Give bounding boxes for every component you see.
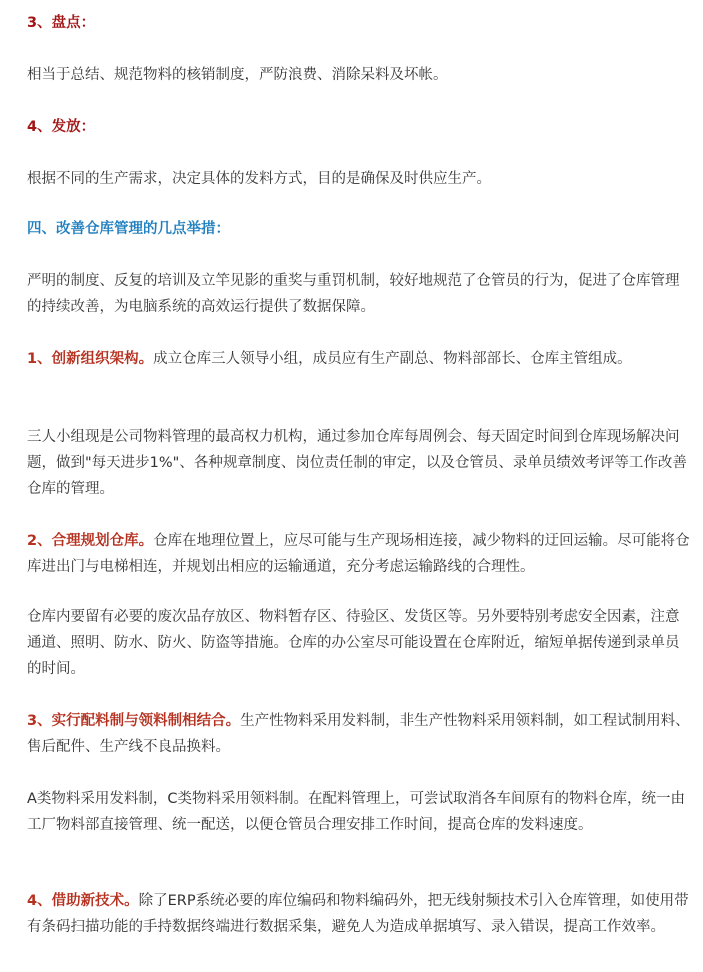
measure-2-paragraph xyxy=(27,528,693,580)
measure-3-detail: A类物料采用发料制，C类物料采用领料制。在配料管理上，可尝试取消各车间原有的物料仓库，统一由工厂物料部直接管理、统一配送，以便仓管员合理安排工作时间，提高仓库的发料速度。 xyxy=(27,791,686,833)
measure-3-paragraph xyxy=(27,708,693,760)
paragraph-intro: 严明的制度、反复的培训及立竿见影的重奖与重罚机制，较好地规范了仓管员的行为，促进了仓库管理的持续改善，为电脑系统的高效运行提供了数据保障。 xyxy=(27,273,680,315)
section-heading-improvements: 四、改善仓库管理的几点举措： xyxy=(27,221,230,237)
paragraph-material-issue: 根据不同的生产需求，决定具体的发料方式，目的是确保及时供应生产。 xyxy=(27,171,491,187)
measure-2-lead: 2、合理规划仓库。 xyxy=(27,533,154,549)
heading-material-issue: 4、发放： xyxy=(27,119,96,135)
measure-3-text: 生产性物料采用发料制，非生产性物料采用领料制，如工程试制用料、售后配件、生产线不良品换料。 xyxy=(27,713,690,755)
measure-3-lead: 3、实行配料制与领料制相结合。 xyxy=(27,713,241,729)
measure-4-paragraph xyxy=(27,888,693,940)
measure-1-paragraph xyxy=(27,346,693,372)
measure-4-lead: 4、借助新技术。 xyxy=(27,893,139,909)
paragraph-inventory-check: 相当于总结、规范物料的核销制度，严防浪费、消除呆料及坏帐。 xyxy=(27,67,448,83)
heading-inventory-check: 3、盘点： xyxy=(27,15,96,31)
measure-4-text: 除了ERP系统必要的库位编码和物料编码外，把无线射频技术引入仓库管理，如使用带有条码扫描功能的手持数据终端进行数据采集，避免人为造成单据填写、录入错误，提高工作效率。 xyxy=(27,893,689,935)
measure-2-detail: 仓库内要留有必要的废次品存放区、物料暂存区、待验区、发货区等。另外要特别考虑安全因素，注意通道、照明、防水、防火、防盗等措施。仓库的办公室尽可能设置在仓库附近，缩短单据传递到录单员的时间。 xyxy=(27,609,680,677)
measure-1-text: 成立仓库三人领导小组，成员应有生产副总、物料部部长、仓库主管组成。 xyxy=(153,351,632,367)
measure-2-text: 仓库在地理位置上，应尽可能与生产现场相连接，减少物料的迂回运输。尽可能将仓库进出门与电梯相连，并规划出相应的运输通道，充分考虑运输路线的合理性。 xyxy=(27,533,690,575)
measure-1-detail: 三人小组现是公司物料管理的最高权力机构，通过参加仓库每周例会、每天固定时间到仓库现场解决问题，做到"每天进步1%"、各种规章制度、岗位责任制的审定，以及仓管员、录单员绩效考评等工作改善仓库的管理。 xyxy=(27,429,687,497)
measure-1-lead: 1、创新组织架构。 xyxy=(27,351,154,367)
